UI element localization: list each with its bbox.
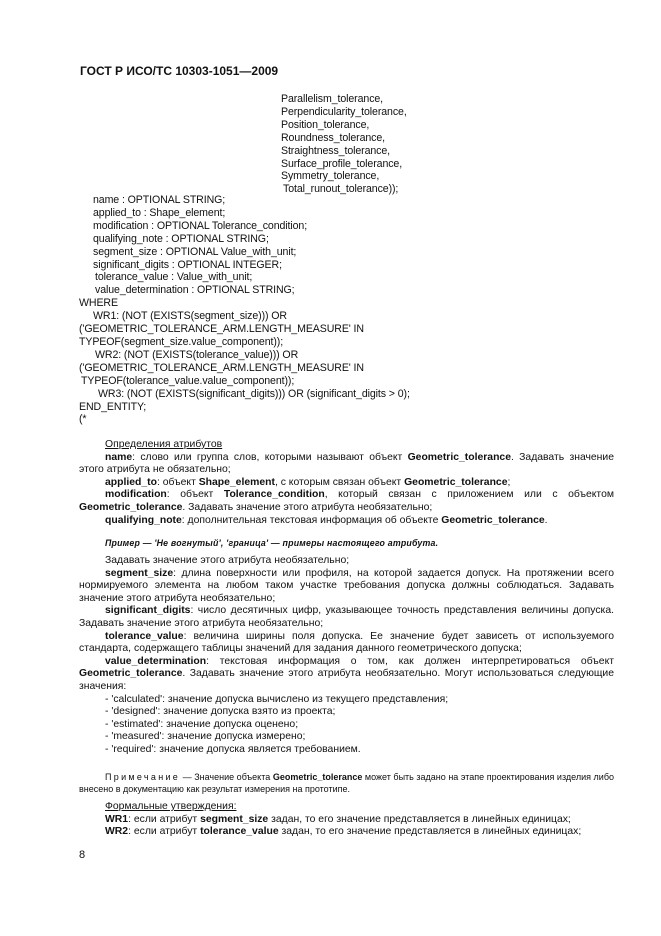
enum-item: Total_runout_tolerance)); — [283, 183, 399, 196]
section-heading: Определения атрибутов — [105, 439, 223, 450]
formal-heading: Формальные утверждения: — [105, 801, 237, 812]
note-block — [79, 771, 614, 795]
enum-item: Position_tolerance, — [281, 118, 370, 131]
value-list-item: - 'estimated': значение допуска оценено; — [105, 718, 299, 730]
value-list-item: - 'designed': значение допуска взято из проекта; — [105, 706, 336, 718]
code-line: qualifying_note : OPTIONAL STRING; — [93, 232, 269, 245]
code-line: ('GEOMETRIC_TOLERANCE_ARM.LENGTH_MEASURE' IN — [79, 323, 364, 336]
enum-item: Roundness_tolerance, — [281, 131, 386, 144]
code-line: name : OPTIONAL STRING; — [93, 194, 226, 206]
code-line: modification : OPTIONAL Tolerance_condition; — [93, 219, 308, 232]
document-header: ГОСТ Р ИСО/ТС 10303-1051—2009 — [80, 64, 279, 78]
note-text: Примечание — Значение объекта Geometric_tolerance может быть задано на этапе проектирования изделия либо внесено в документацию как результат измерения на прототипе. — [79, 772, 614, 795]
code-line: significant_digits : OPTIONAL INTEGER; — [93, 258, 282, 271]
page-number: 8 — [79, 849, 86, 861]
attr-segment-size-def: segment_size: длина поверхности или профиля, на которой задается допуск. На протяжении всего нормируемого элемента на любом таком участке требования допуска должны соблюдаться. Задавать значение этого атрибута необязательно; — [79, 567, 614, 604]
value-list-item: - 'measured': значение допуска измерено; — [105, 731, 306, 743]
code-line: END_ENTITY; — [79, 400, 147, 413]
value-list-item: - 'calculated': значение допуска вычислено из текущего представления; — [105, 693, 449, 705]
enum-item: Perpendicularity_tolerance, — [281, 105, 407, 118]
code-line: applied_to : Shape_element; — [93, 206, 226, 219]
code-line: TYPEOF(segment_size.value_component)); — [79, 335, 284, 348]
attr-significant-digits-def: significant_digits: число десятичных цифр, указывающее точность представления величины допуска. Задавать значение этого атрибута необязательно; — [79, 605, 614, 629]
code-line: (* — [79, 413, 87, 426]
code-line: segment_size : OPTIONAL Value_with_unit; — [93, 245, 297, 258]
attr-modification-def: modification: объект Tolerance_condition, который связан с приложением или с объектом Geometric_tolerance. Задавать значение этого атрибута необязательно; — [79, 489, 614, 513]
code-line: TYPEOF(tolerance_value.value_component)); — [81, 374, 295, 387]
optional-note: Задавать значение этого атрибута необязательно; — [105, 555, 350, 566]
enum-item: Surface_profile_tolerance, — [281, 157, 403, 170]
formal-wr1: WR1: если атрибут segment_size задан, то его значение представляется в линейных единицах; — [105, 813, 571, 825]
code-line: tolerance_value : Value_with_unit; — [95, 271, 253, 284]
enum-list — [281, 93, 407, 196]
code-line: WHERE — [79, 297, 118, 310]
enum-item: Straightness_tolerance, — [281, 144, 391, 157]
formal-statements — [79, 801, 614, 839]
attribute-definitions-continued — [79, 555, 614, 757]
attribute-definitions — [79, 439, 614, 527]
attr-tolerance-value-def: tolerance_value: величина ширины поля допуска. Ее значение будет зависеть от используемого стандарта, содержащего таблицы значений для задания данного геометрического допуска; — [79, 630, 614, 655]
code-line: WR3: (NOT (EXISTS(significant_digits))) OR (significant_digits > 0); — [98, 387, 410, 400]
code-line: value_determination : OPTIONAL STRING; — [95, 284, 295, 297]
enum-item: Symmetry_tolerance, — [281, 170, 380, 183]
enum-item: Parallelism_tolerance, — [281, 93, 384, 105]
value-list-item: - 'required': значение допуска является требованием. — [105, 743, 361, 755]
express-code-block — [79, 194, 410, 426]
example-block — [79, 537, 614, 550]
formal-wr2: WR2: если атрибут tolerance_value задан, то его значение представляется в линейных единицах; — [105, 826, 582, 838]
attr-applied-to-def: applied_to: объект Shape_element, с которым связан объект Geometric_tolerance; — [105, 476, 511, 488]
attr-qualifying-note-def: qualifying_note: дополнительная текстовая информация об объекте Geometric_tolerance. — [105, 514, 548, 526]
attr-name-def: name: слово или группа слов, которыми называют объект Geometric_tolerance. Задавать значение этого атрибута не обязательно; — [79, 451, 615, 476]
attr-value-determination-def: value_determination: текстовая информация о том, как должен интерпретироваться объект Geometric_tolerance. Задавать значение этого атрибута необязательно. Могут использоваться следующие значения: — [79, 655, 614, 692]
code-line: WR2: (NOT (EXISTS(tolerance_value))) OR — [95, 348, 299, 361]
example-text: Пример — 'Не вогнутый', 'граница' — примеры настоящего атрибута. — [105, 538, 439, 548]
code-line: ('GEOMETRIC_TOLERANCE_ARM.LENGTH_MEASURE' IN — [79, 361, 364, 374]
code-line: WR1: (NOT (EXISTS(segment_size))) OR — [93, 310, 287, 323]
